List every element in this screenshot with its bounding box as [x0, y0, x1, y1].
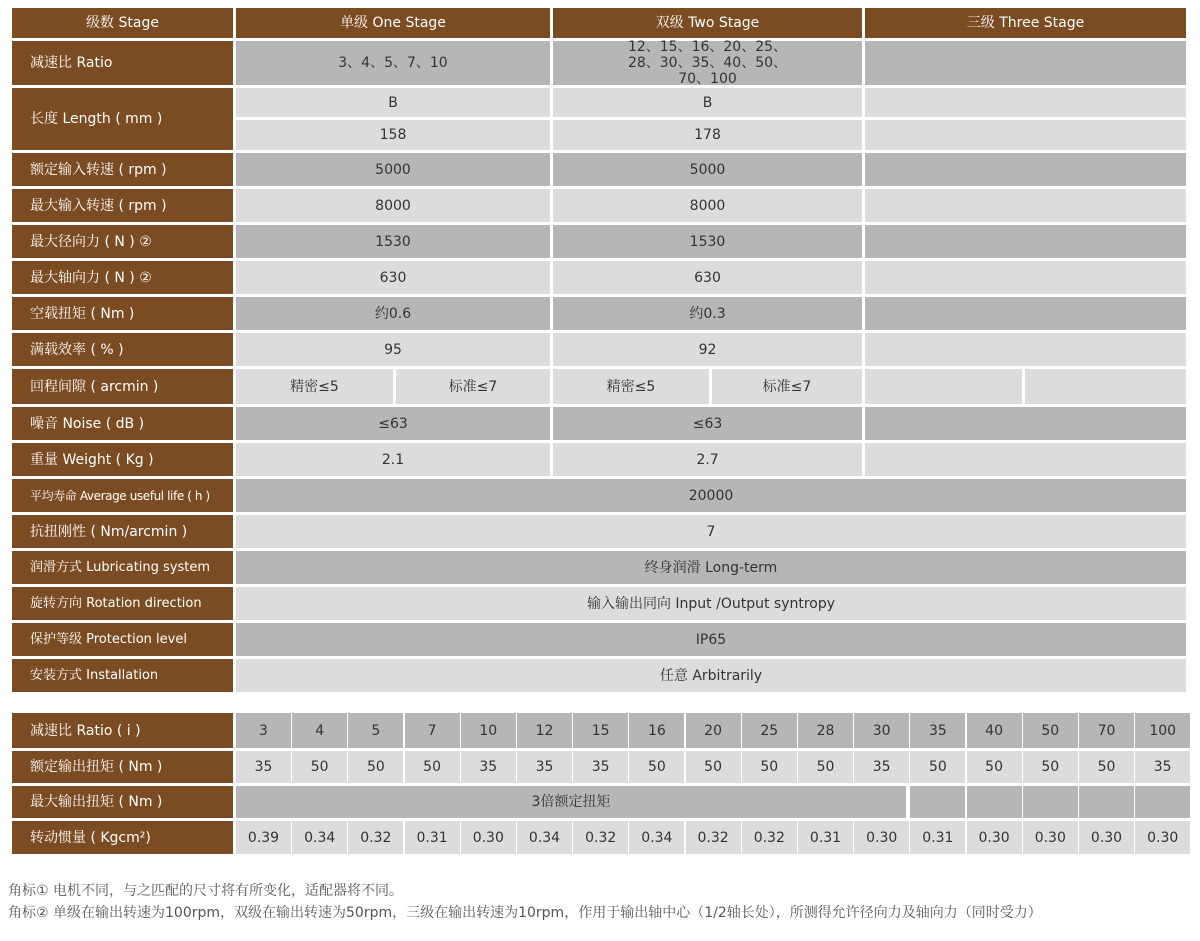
ratio-table-cell: 40 [967, 713, 1022, 748]
ratio-three-stage [865, 41, 1186, 85]
ratio-table-cell: 35 [236, 751, 291, 783]
value-one-stage: ≤63 [236, 407, 550, 440]
ratio-table-cell: 50 [1023, 751, 1078, 783]
footnote-2: 角标② 单级在输出转速为100rpm，双级在输出转速为50rpm，三级在输出转速为10rpm，作用于输出轴中心（1/2轴长处），所测得允许径向力及轴向力（同时受力） [8, 905, 1042, 921]
row-label: 平均寿命 Average useful life ( h ) [12, 479, 233, 512]
ratio-table-cell: 35 [517, 751, 572, 783]
value-two-stage: 92 [553, 333, 862, 366]
length-three-stage [865, 120, 1186, 150]
row-label: 润滑方式 Lubricating system [12, 551, 233, 584]
value-three-stage [865, 261, 1186, 294]
value-all-stages: 输入输出同向 Input /Output syntropy [236, 587, 1186, 620]
value-two-stage: ≤63 [553, 407, 862, 440]
ratio-table-cell: 0.30 [1135, 821, 1190, 854]
ratio-table-cell: 0.32 [742, 821, 797, 854]
backlash-one-precision: 精密≤5 [236, 369, 393, 404]
ratio-table-cell: 35 [573, 751, 628, 783]
ratio-table-cell: 50 [1079, 751, 1134, 783]
ratio-table-cell: 16 [629, 713, 684, 748]
value-all-stages: 7 [236, 515, 1186, 548]
ratio-table-cell: 50 [686, 751, 741, 783]
ratio-table-cell: 15 [573, 713, 628, 748]
value-all-stages: IP65 [236, 623, 1186, 656]
ratio-table-cell: 35 [1135, 751, 1190, 783]
ratio-table-cell: 10 [461, 713, 516, 748]
ratio-table-cell: 0.39 [236, 821, 291, 854]
row-label: 旋转方向 Rotation direction [12, 587, 233, 620]
ratio-table-cell: 0.32 [348, 821, 403, 854]
row-label: 抗扭刚性 ( Nm/arcmin ) [12, 515, 233, 548]
ratio-table-cell: 50 [967, 751, 1022, 783]
ratio-table-cell: 0.31 [798, 821, 853, 854]
two-stage-header: 双级 Two Stage [553, 8, 862, 38]
max-torque-span-value: 3倍额定扭矩 [236, 786, 906, 818]
ratio-table-cell: 35 [910, 713, 965, 748]
ratio-table-cell: 70 [1079, 713, 1134, 748]
value-one-stage: 8000 [236, 189, 550, 222]
value-one-stage: 5000 [236, 153, 550, 186]
value-three-stage [865, 153, 1186, 186]
ratio-table-cell: 20 [686, 713, 741, 748]
length-three-top [865, 88, 1186, 117]
ratio-table-cell: 0.30 [461, 821, 516, 854]
stage-header: 级数 Stage [12, 8, 233, 38]
row-label: 最大径向力 ( N ) ② [12, 225, 233, 258]
row-label: 噪音 Noise ( dB ) [12, 407, 233, 440]
ratio-table-cell: 0.30 [854, 821, 909, 854]
row-label: 空载扭矩 ( Nm ) [12, 297, 233, 330]
value-three-stage [865, 443, 1186, 476]
value-all-stages: 任意 Arbitrarily [236, 659, 1186, 692]
value-one-stage: 95 [236, 333, 550, 366]
row-label: 最大输入转速 ( rpm ) [12, 189, 233, 222]
value-one-stage: 2.1 [236, 443, 550, 476]
value-one-stage: 630 [236, 261, 550, 294]
ratio-table-cell: 4 [292, 713, 347, 748]
ratio-table-empty-cell [1135, 786, 1190, 818]
value-one-stage: 1530 [236, 225, 550, 258]
row-label: 额定输出扭矩 ( Nm ) [12, 751, 233, 783]
length-one-top: B [236, 88, 550, 117]
ratio-table-cell: 0.34 [629, 821, 684, 854]
ratio-table-cell: 50 [629, 751, 684, 783]
footnote-1: 角标① 电机不同，与之匹配的尺寸将有所变化，适配器将不同。 [8, 883, 403, 899]
ratio-table-cell: 0.34 [517, 821, 572, 854]
ratio-table-cell: 0.30 [967, 821, 1022, 854]
ratio-table-cell: 50 [348, 751, 403, 783]
ratio-table-cell: 0.31 [405, 821, 460, 854]
ratio-table-cell: 0.30 [1023, 821, 1078, 854]
value-two-stage: 8000 [553, 189, 862, 222]
ratio-table-cell: 0.32 [686, 821, 741, 854]
ratio-table-cell: 50 [405, 751, 460, 783]
value-all-stages: 终身润滑 Long-term [236, 551, 1186, 584]
length-two-top: B [553, 88, 862, 117]
row-label: 最大输出扭矩 ( Nm ) [12, 786, 233, 818]
backlash-two-precision: 精密≤5 [553, 369, 709, 404]
ratio-table-cell: 35 [854, 751, 909, 783]
ratio-table-cell: 5 [348, 713, 403, 748]
ratio-table-cell: 50 [1023, 713, 1078, 748]
ratio-table-empty-cell [967, 786, 1022, 818]
row-label: 保护等级 Protection level [12, 623, 233, 656]
ratio-table-cell: 50 [910, 751, 965, 783]
value-two-stage: 2.7 [553, 443, 862, 476]
ratio-table-cell: 12 [517, 713, 572, 748]
ratio-table-empty-cell [1079, 786, 1134, 818]
ratio-table-empty-cell [1023, 786, 1078, 818]
value-two-stage: 630 [553, 261, 862, 294]
ratio-table-cell: 0.31 [910, 821, 965, 854]
one-stage-header: 单级 One Stage [236, 8, 550, 38]
row-label: 安装方式 Installation [12, 659, 233, 692]
row-label: 减速比 Ratio ( i ) [12, 713, 233, 748]
ratio-table-cell: 25 [742, 713, 797, 748]
backlash-three-standard [1025, 369, 1186, 404]
ratio-table-cell: 50 [798, 751, 853, 783]
value-two-stage: 5000 [553, 153, 862, 186]
ratio-table-cell: 50 [742, 751, 797, 783]
ratio-table-cell: 50 [292, 751, 347, 783]
three-stage-header: 三级 Three Stage [865, 8, 1186, 38]
row-label: 额定输入转速 ( rpm ) [12, 153, 233, 186]
ratio-table-empty-cell [910, 786, 965, 818]
value-three-stage [865, 297, 1186, 330]
ratio-table-cell: 0.30 [1079, 821, 1134, 854]
row-label: 减速比 Ratio [12, 41, 233, 85]
value-one-stage: 约0.6 [236, 297, 550, 330]
row-label: 满载效率 ( % ) [12, 333, 233, 366]
ratio-table-cell: 0.32 [573, 821, 628, 854]
ratio-table-cell: 100 [1135, 713, 1190, 748]
row-label: 回程间隙 ( arcmin ) [12, 369, 233, 404]
row-label: 重量 Weight ( Kg ) [12, 443, 233, 476]
ratio-two-stage: 12、15、16、20、25、28、30、35、40、50、70、100 [553, 41, 862, 85]
ratio-table-cell: 35 [461, 751, 516, 783]
row-label: 转动惯量 ( Kgcm²) [12, 821, 233, 854]
value-three-stage [865, 333, 1186, 366]
ratio-table-cell: 7 [405, 713, 460, 748]
ratio-table-cell: 28 [798, 713, 853, 748]
value-two-stage: 约0.3 [553, 297, 862, 330]
footnotes [8, 880, 1193, 924]
row-label: 最大轴向力 ( N ) ② [12, 261, 233, 294]
length-two-stage: 178 [553, 120, 862, 150]
value-two-stage: 1530 [553, 225, 862, 258]
row-label: 长度 Length ( mm ) [12, 88, 233, 150]
ratio-table-cell: 30 [854, 713, 909, 748]
ratio-table-cell: 0.34 [292, 821, 347, 854]
ratio-table-cell: 3 [236, 713, 291, 748]
ratio-one-stage: 3、4、5、7、10 [236, 41, 550, 85]
backlash-two-standard: 标准≤7 [712, 369, 862, 404]
value-three-stage [865, 189, 1186, 222]
value-all-stages: 20000 [236, 479, 1186, 512]
backlash-three-precision [865, 369, 1022, 404]
length-one-stage: 158 [236, 120, 550, 150]
value-three-stage [865, 407, 1186, 440]
value-three-stage [865, 225, 1186, 258]
backlash-one-standard: 标准≤7 [396, 369, 550, 404]
